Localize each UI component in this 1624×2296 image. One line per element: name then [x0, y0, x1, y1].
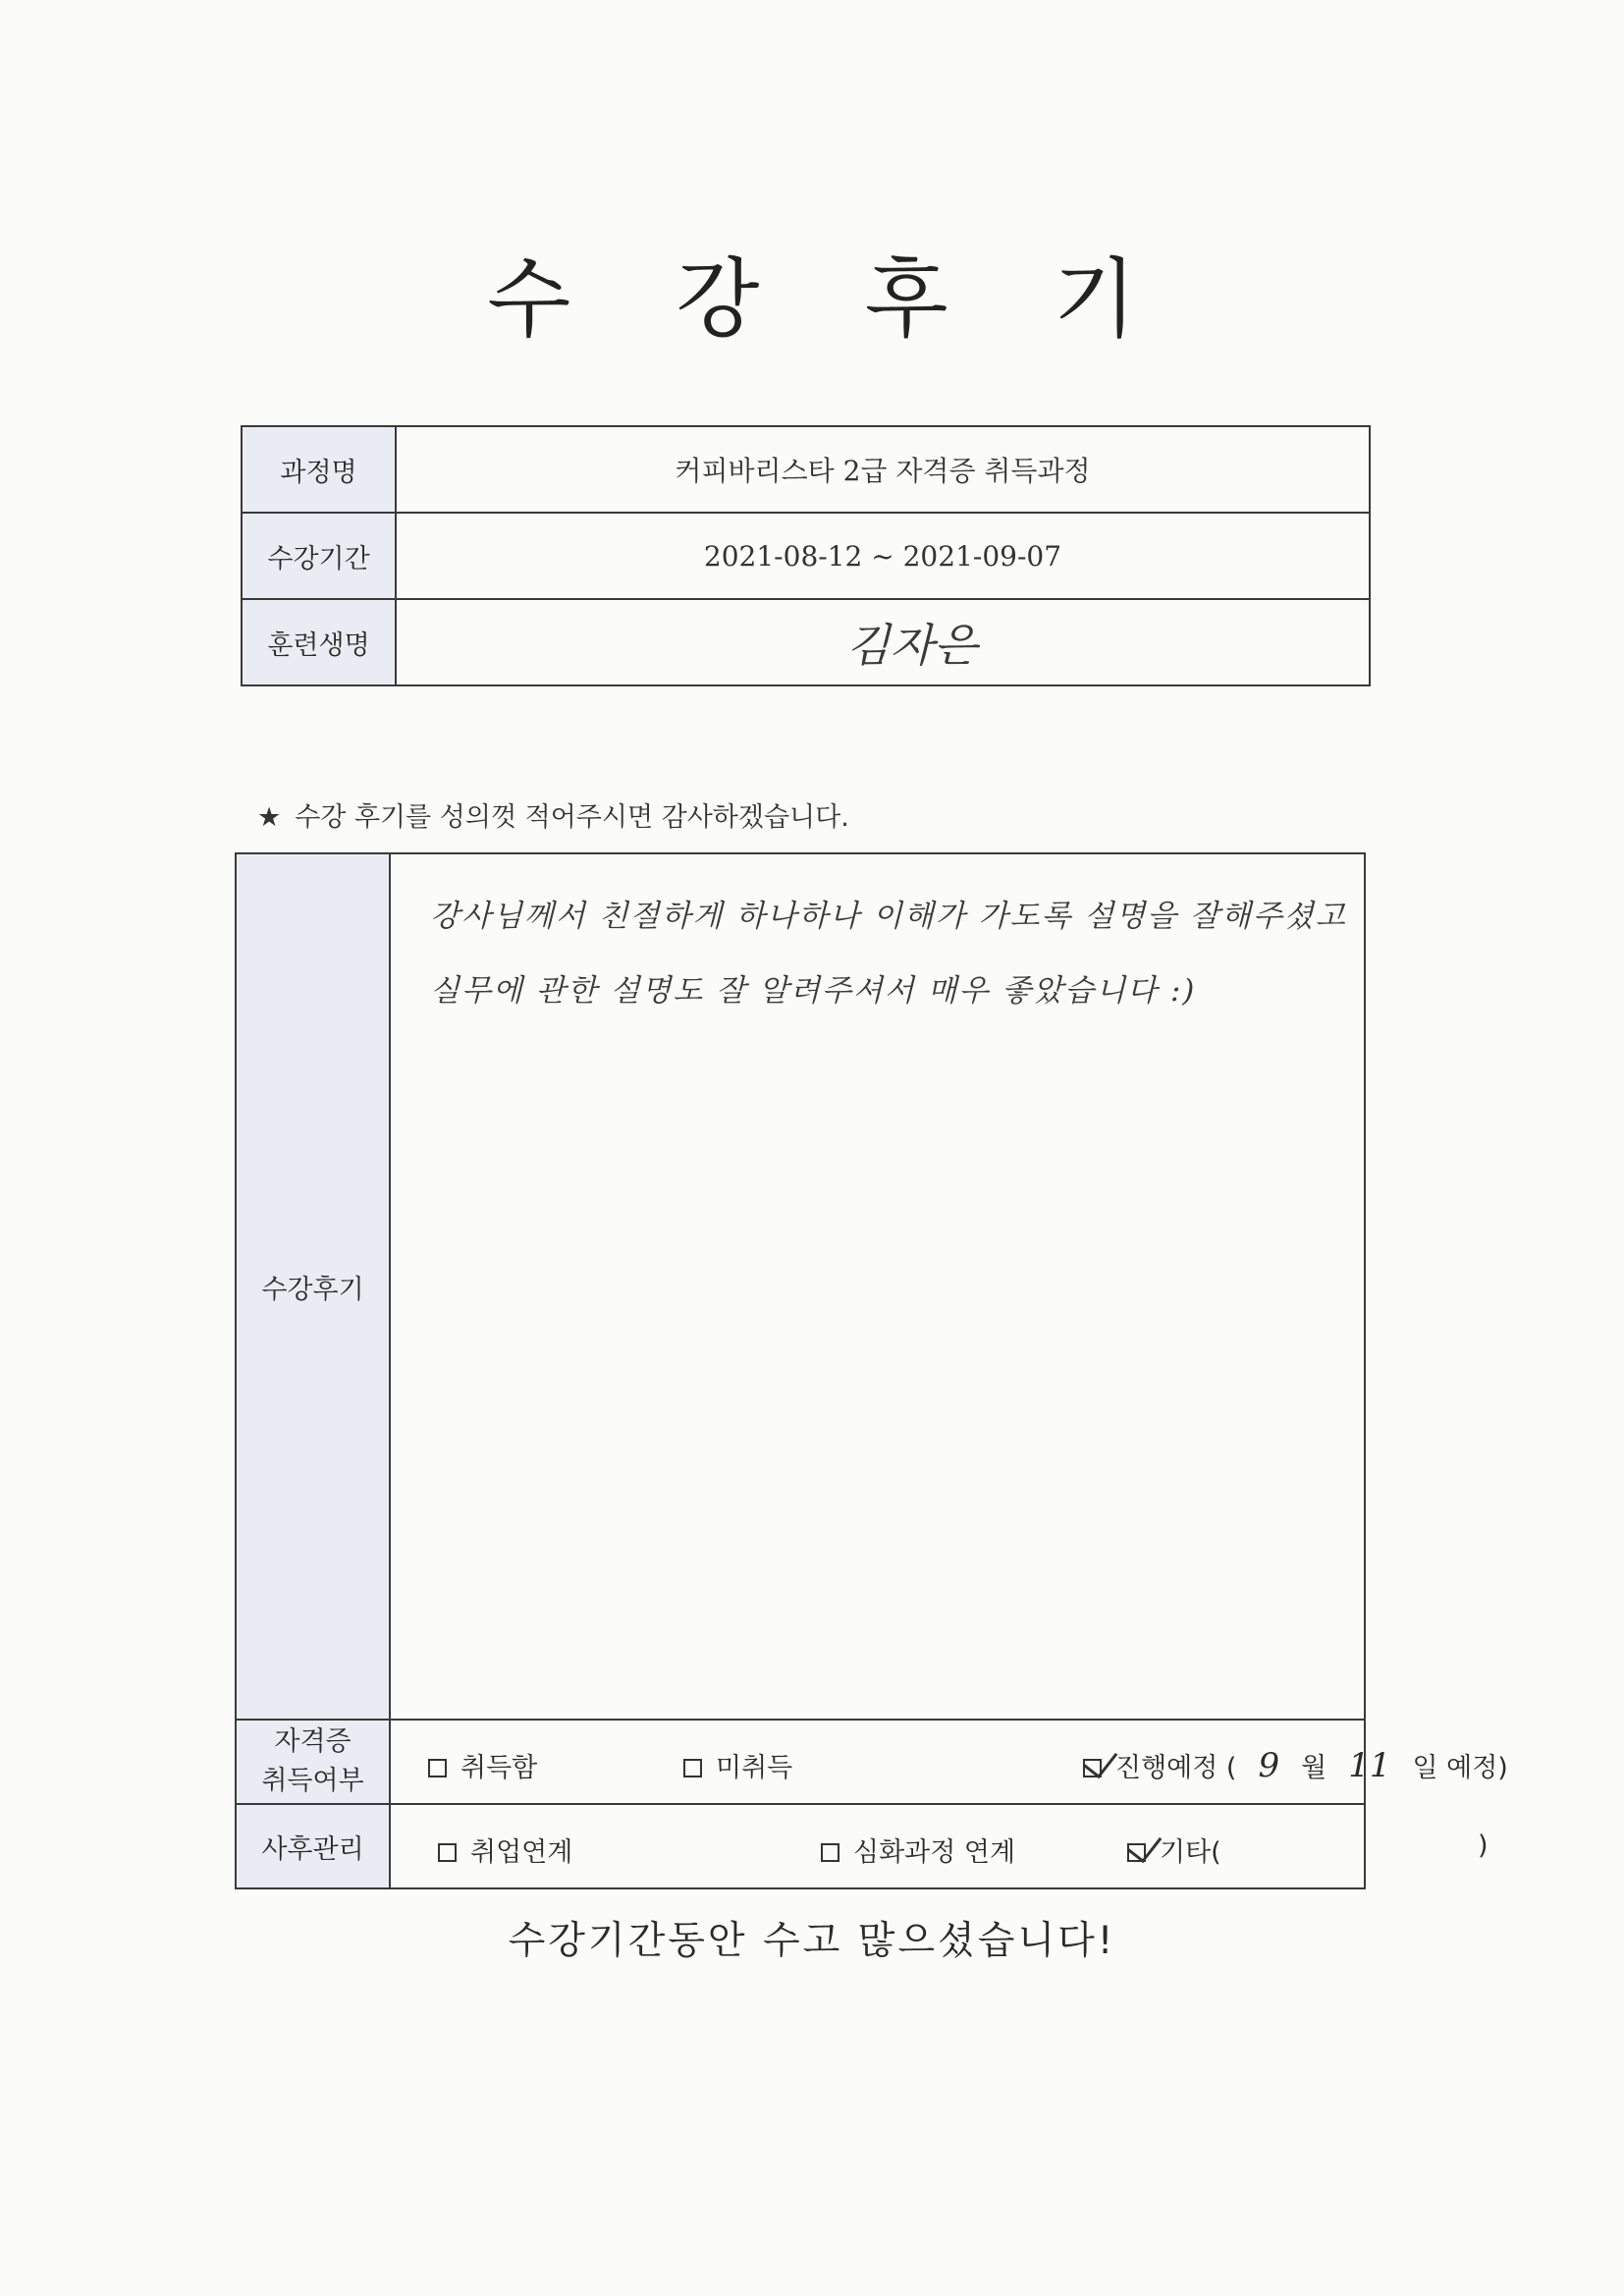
period-label: 수강기간: [242, 513, 396, 599]
review-label: 수강후기: [236, 853, 390, 1720]
course-value: 커피바리스타 2급 자격증 취득과정: [396, 426, 1370, 513]
planned-day-handwritten: 11: [1348, 1746, 1391, 1785]
review-line-1: 강사님께서 친절하게 하나하나 이해가 가도록 설명을 잘해주셨고: [430, 899, 1347, 934]
option-acquired-label: 취득함: [460, 1753, 538, 1783]
planned-month-handwritten: 9: [1258, 1746, 1280, 1785]
period-row: [242, 513, 1370, 599]
aftercare-row: [236, 1804, 1365, 1888]
checkbox-advanced[interactable]: [821, 1843, 839, 1862]
certificate-row: [236, 1720, 1365, 1804]
trainee-name-handwritten: 김자은: [396, 599, 1370, 685]
course-info-table: [241, 425, 1371, 686]
certificate-label-line-1: 자격증: [274, 1726, 352, 1757]
option-planned[interactable]: [1083, 1746, 1508, 1785]
course-label: 과정명: [242, 426, 396, 513]
notice: [257, 795, 849, 834]
aftercare-label: 사후관리: [236, 1804, 390, 1888]
aftercare-options: [390, 1804, 1489, 1888]
option-not-acquired[interactable]: [683, 1746, 792, 1784]
review-line-2: 실무에 관한 설명도 잘 알려주셔서 매우 좋았습니다 :): [430, 973, 1197, 1009]
option-other[interactable]: [1127, 1831, 1221, 1869]
certificate-label: [236, 1720, 390, 1804]
trainee-row: [242, 599, 1370, 685]
page-title: 수 강 후 기: [487, 248, 1176, 350]
option-advanced[interactable]: [821, 1831, 1015, 1869]
day-unit: 일 예정): [1412, 1753, 1508, 1783]
other-close-paren: ): [1478, 1831, 1489, 1861]
closing-message: 수강기간동안 수고 많으셨습니다!: [508, 1919, 1116, 1963]
checkbox-planned[interactable]: [1083, 1759, 1102, 1777]
option-other-label: 기타(: [1160, 1837, 1221, 1868]
option-employment[interactable]: [438, 1831, 572, 1869]
checkbox-not-acquired[interactable]: [683, 1759, 702, 1777]
review-text-area[interactable]: [390, 853, 1365, 1720]
option-not-acquired-label: 미취득: [716, 1753, 793, 1783]
review-table: [235, 852, 1508, 1889]
review-row: [236, 853, 1365, 1720]
checkbox-acquired[interactable]: [428, 1759, 447, 1777]
certificate-options: [390, 1720, 1508, 1804]
trainee-label: 훈련생명: [242, 599, 396, 685]
option-acquired[interactable]: [428, 1746, 537, 1784]
month-unit: 월: [1301, 1753, 1327, 1783]
star-icon: ★: [257, 802, 282, 833]
option-advanced-label: 심화과정 연계: [853, 1837, 1016, 1868]
certificate-label-line-2: 취득여부: [261, 1766, 364, 1796]
checkbox-other[interactable]: [1127, 1843, 1146, 1862]
option-planned-label: 진행예정 (: [1115, 1753, 1237, 1783]
period-value: 2021-08-12 ~ 2021-09-07: [396, 513, 1370, 599]
checkbox-employment[interactable]: [438, 1843, 457, 1862]
notice-text: 수강 후기를 성의껏 적어주시면 감사하겠습니다.: [295, 802, 849, 833]
course-row: [242, 426, 1370, 513]
option-employment-label: 취업연계: [470, 1837, 573, 1868]
